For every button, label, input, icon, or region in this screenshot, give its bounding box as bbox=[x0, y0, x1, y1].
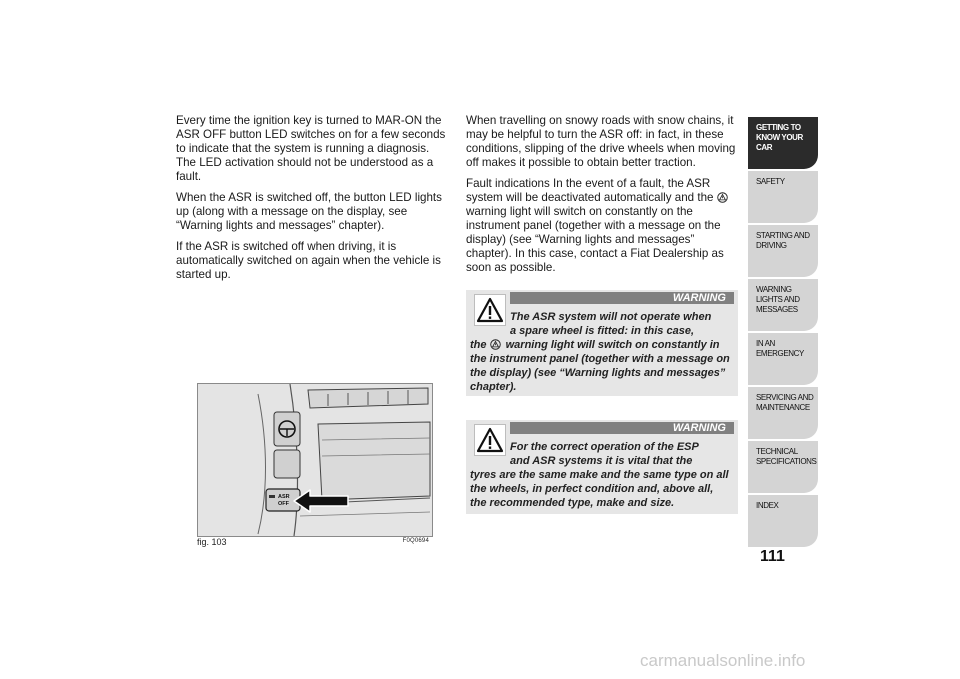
text-fragment: warning light will switch on constantly on the instrument panel (together with a message on the display) (see “Warning lights and messages” chapter). In this case, contact a Fiat Dealership as soon as possible. bbox=[466, 205, 724, 274]
warning-line: For the correct operation of the ESP bbox=[510, 441, 699, 453]
tab-warning-lights-and-messages[interactable]: WARNING LIGHTS AND MESSAGES bbox=[748, 279, 818, 331]
tab-safety[interactable]: SAFETY bbox=[748, 171, 818, 223]
warning-header: WARNING bbox=[510, 422, 734, 434]
asr-button-label: ASR bbox=[278, 494, 290, 500]
warning-body bbox=[470, 338, 732, 394]
warning-line: The ASR system will not operate when bbox=[510, 311, 712, 323]
paragraph: If the ASR is switched off when driving, it is automatically switched on again when the vehicle is started up. bbox=[176, 240, 441, 281]
page-number: 111 bbox=[760, 548, 785, 565]
warning-text bbox=[470, 440, 732, 510]
tab-index[interactable]: INDEX bbox=[748, 495, 818, 547]
warning-box bbox=[466, 290, 738, 396]
figure-label: fig. 103 bbox=[197, 537, 227, 547]
text-fragment: Fault indications In the event of a fault, the ASR system will be deactivated automatically and the bbox=[466, 177, 714, 204]
warning-header: WARNING bbox=[510, 292, 734, 304]
asr-warning-light-icon bbox=[717, 192, 728, 203]
text-fragment: the bbox=[470, 339, 487, 351]
tab-getting-to-know-your-car[interactable]: GETTING TO KNOW YOUR CAR bbox=[748, 117, 818, 169]
warning-body: tyres are the same make and the same type on all the wheels, in perfect condition and, above all, the recommended type, make and size. bbox=[470, 469, 729, 509]
tab-starting-and-driving[interactable]: STARTING AND DRIVING bbox=[748, 225, 818, 277]
asr-button-label: OFF bbox=[278, 501, 289, 507]
dashboard-figure bbox=[197, 383, 433, 537]
paragraph: When travelling on snowy roads with snow chains, it may be helpful to turn the ASR off: in fact, in these conditions, slipping of the drive wheels when moving off makes it possible to obtain better traction. bbox=[466, 114, 736, 169]
dashboard-illustration bbox=[198, 384, 432, 536]
paragraph: Every time the ignition key is turned to MAR-ON the ASR OFF button LED switches on for a few seconds to indicate that the system is running a diagnosis. The LED activation should not be understood as a fault. bbox=[176, 114, 446, 183]
right-text-column bbox=[466, 114, 738, 282]
paragraph-fault-indications bbox=[466, 177, 738, 275]
tab-in-an-emergency[interactable]: IN AN EMERGENCY bbox=[748, 333, 818, 385]
warning-box bbox=[466, 420, 738, 514]
figure-code: F0Q0694 bbox=[402, 538, 429, 544]
warning-text bbox=[470, 310, 732, 394]
warning-line: and ASR systems it is vital that the bbox=[510, 455, 693, 467]
tab-technical-specifications[interactable]: TECHNICAL SPECIFICATIONS bbox=[748, 441, 818, 493]
text-fragment: warning light will switch on constantly in the instrument panel (together with a message on the display) (see “Warning lights and messages” chapter). bbox=[470, 339, 730, 393]
watermark: carmanualsonline.info bbox=[640, 651, 806, 670]
tab-servicing-and-maintenance[interactable]: SERVICING AND MAINTENANCE bbox=[748, 387, 818, 439]
asr-warning-light-icon bbox=[490, 339, 501, 350]
paragraph: When the ASR is switched off, the button LED lights up (along with a message on the display, see “Warning lights and messages” chapter). bbox=[176, 191, 442, 232]
warning-line: a spare wheel is fitted: in this case, bbox=[510, 325, 695, 337]
figure-caption bbox=[197, 537, 431, 547]
left-text-column bbox=[176, 114, 448, 289]
